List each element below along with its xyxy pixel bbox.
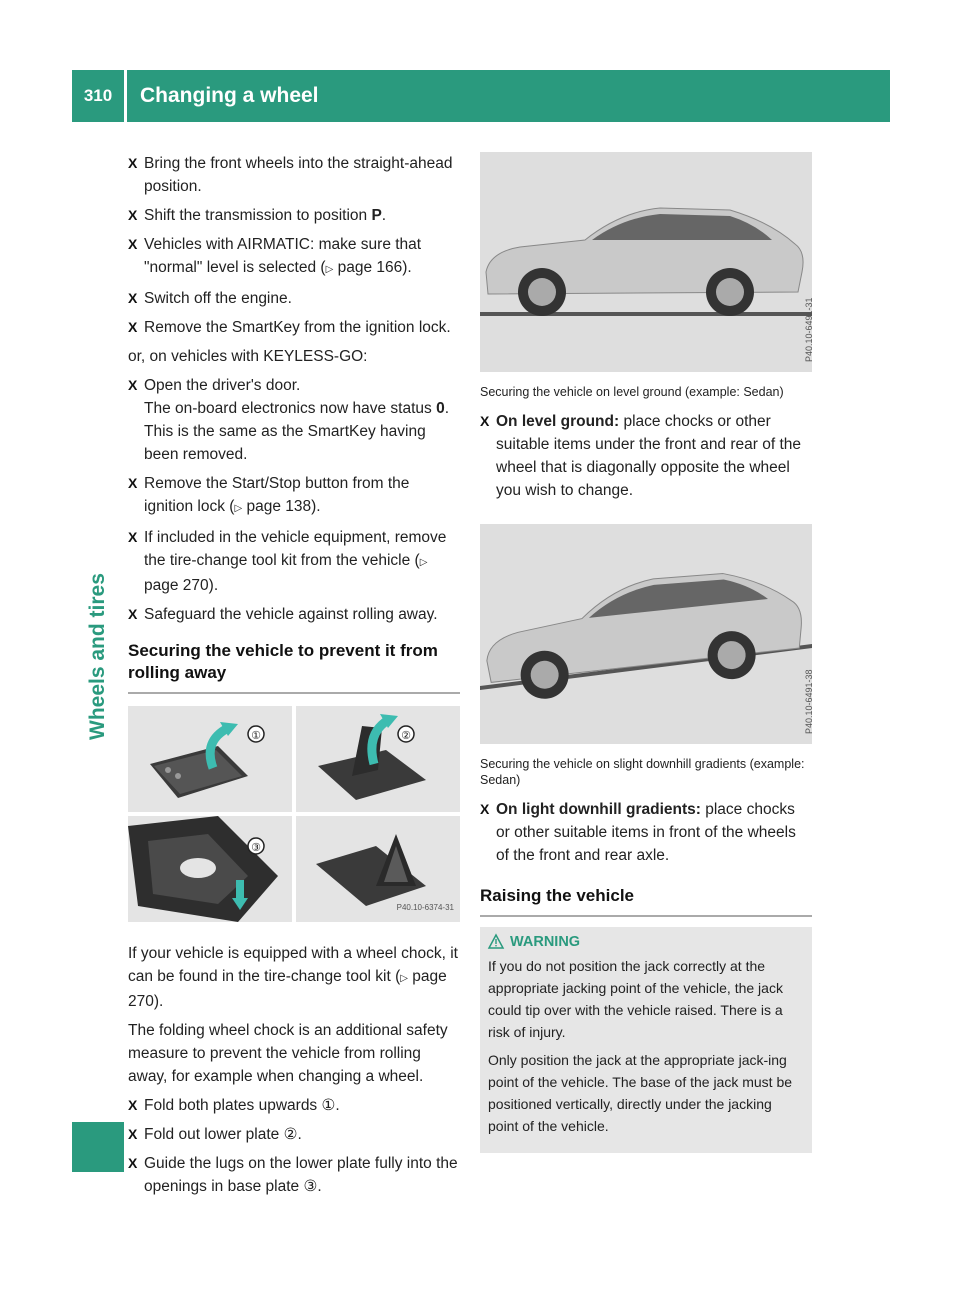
page-link[interactable]: page 270 bbox=[144, 577, 209, 594]
keyless-go-text: or, on vehicles with KEYLESS-GO: bbox=[128, 348, 368, 365]
step-airmatic: X Vehicles with AIRMATIC: make sure that "normal" level is selected (▷ page 166). bbox=[128, 233, 460, 281]
step-guide-lugs: X Guide the lugs on the lower plate fully into the openings in base plate ③. bbox=[128, 1152, 460, 1198]
page-ref-icon: ▷ bbox=[400, 973, 408, 984]
caption-level-ground: Securing the vehicle on level ground (example: Sedan) bbox=[480, 385, 784, 399]
step-fold-lower-plate: X Fold out lower plate ②. bbox=[128, 1123, 460, 1146]
page-ref-icon: ▷ bbox=[325, 264, 334, 275]
warning-text-1: If you do not position the jack correctly at the appropriate jacking point of the vehicle, the jack could tip over with the vehicle raised. There is a risk of injury. bbox=[488, 958, 783, 1040]
svg-text:③: ③ bbox=[251, 842, 261, 854]
car-downhill-image bbox=[480, 524, 812, 744]
section-heading-raising: Raising the vehicle bbox=[480, 885, 812, 917]
wheel-chock-illustration bbox=[128, 706, 460, 922]
page-link[interactable]: page 270 bbox=[128, 968, 447, 1010]
step-downhill: X On light downhill gradients: place chocks or other suitable items in front of the wheels of the front and rear axle. bbox=[480, 798, 812, 867]
warning-box bbox=[480, 927, 812, 1153]
step-tool-kit: X If included in the vehicle equipment, remove the tire-change tool kit from the vehicle (▷ page 270). bbox=[128, 526, 460, 597]
step-fold-plates: X Fold both plates upwards ①. bbox=[128, 1094, 460, 1117]
car-level-ground-image bbox=[480, 152, 812, 372]
step-open-door: X Open the driver's door. The on-board electronics now have status 0. This is the same as the SmartKey having been removed. bbox=[128, 374, 460, 466]
side-tab-marker bbox=[72, 1122, 124, 1172]
step-shift-transmission: X Shift the transmission to position P. bbox=[128, 204, 460, 227]
page-title: Changing a wheel bbox=[140, 84, 319, 107]
svg-text:②: ② bbox=[401, 730, 411, 742]
step-remove-start-stop: X Remove the Start/Stop button from the ignition lock (▷ page 138). bbox=[128, 472, 460, 520]
page-ref-icon: ▷ bbox=[234, 503, 243, 514]
step-level-ground: X On level ground: place chocks or other suitable items under the front and rear of the wheel that is diagonally opposite the wheel you wish to change. bbox=[480, 410, 812, 502]
caption-downhill: Securing the vehicle on slight downhill gradients (example: Sedan) bbox=[480, 757, 805, 787]
page-number: 310 bbox=[83, 86, 113, 105]
page-link[interactable]: page 138 bbox=[246, 498, 312, 515]
folding-chock-text: The folding wheel chock is an additional safety measure to prevent the vehicle from rolling away, for example when changing a wheel. bbox=[128, 1022, 448, 1085]
chock-step-3-image bbox=[128, 816, 292, 922]
section-heading-rolling-away: Securing the vehicle to prevent it from rolling away bbox=[128, 640, 460, 694]
svg-text:①: ① bbox=[251, 730, 261, 742]
image-code: P40.10-6491-31 bbox=[804, 297, 814, 362]
header-divider bbox=[124, 70, 127, 122]
step-safeguard: X Safeguard the vehicle against rolling away. bbox=[128, 603, 460, 626]
chock-step-2-image bbox=[296, 706, 460, 812]
step-switch-off: X Switch off the engine. bbox=[128, 287, 460, 310]
warning-text-2: Only position the jack at the appropriate jack-ing point of the vehicle. The base of the jack must be positioned vertically, directly under the jacking point of the vehicle. bbox=[488, 1052, 793, 1134]
chock-location-text: If your vehicle is equipped with a wheel chock, it can be found in the tire-change tool kit (▷ page 270). bbox=[128, 945, 458, 1010]
step-straight-ahead: X Bring the front wheels into the straight-ahead position. bbox=[128, 152, 460, 198]
step-remove-smartkey: X Remove the SmartKey from the ignition lock. bbox=[128, 316, 460, 339]
page-ref-icon: ▷ bbox=[419, 557, 428, 568]
warning-heading: WARNING bbox=[488, 931, 804, 953]
chock-step-4-image bbox=[296, 816, 460, 922]
chock-step-1-image bbox=[128, 706, 292, 812]
left-column bbox=[128, 152, 460, 1204]
right-column bbox=[480, 152, 812, 1153]
image-code: P40.10-6374-31 bbox=[396, 903, 454, 912]
warning-triangle-icon bbox=[488, 934, 504, 949]
page-link[interactable]: page 166 bbox=[337, 259, 403, 276]
image-code: P40.10-6491-38 bbox=[804, 669, 814, 734]
